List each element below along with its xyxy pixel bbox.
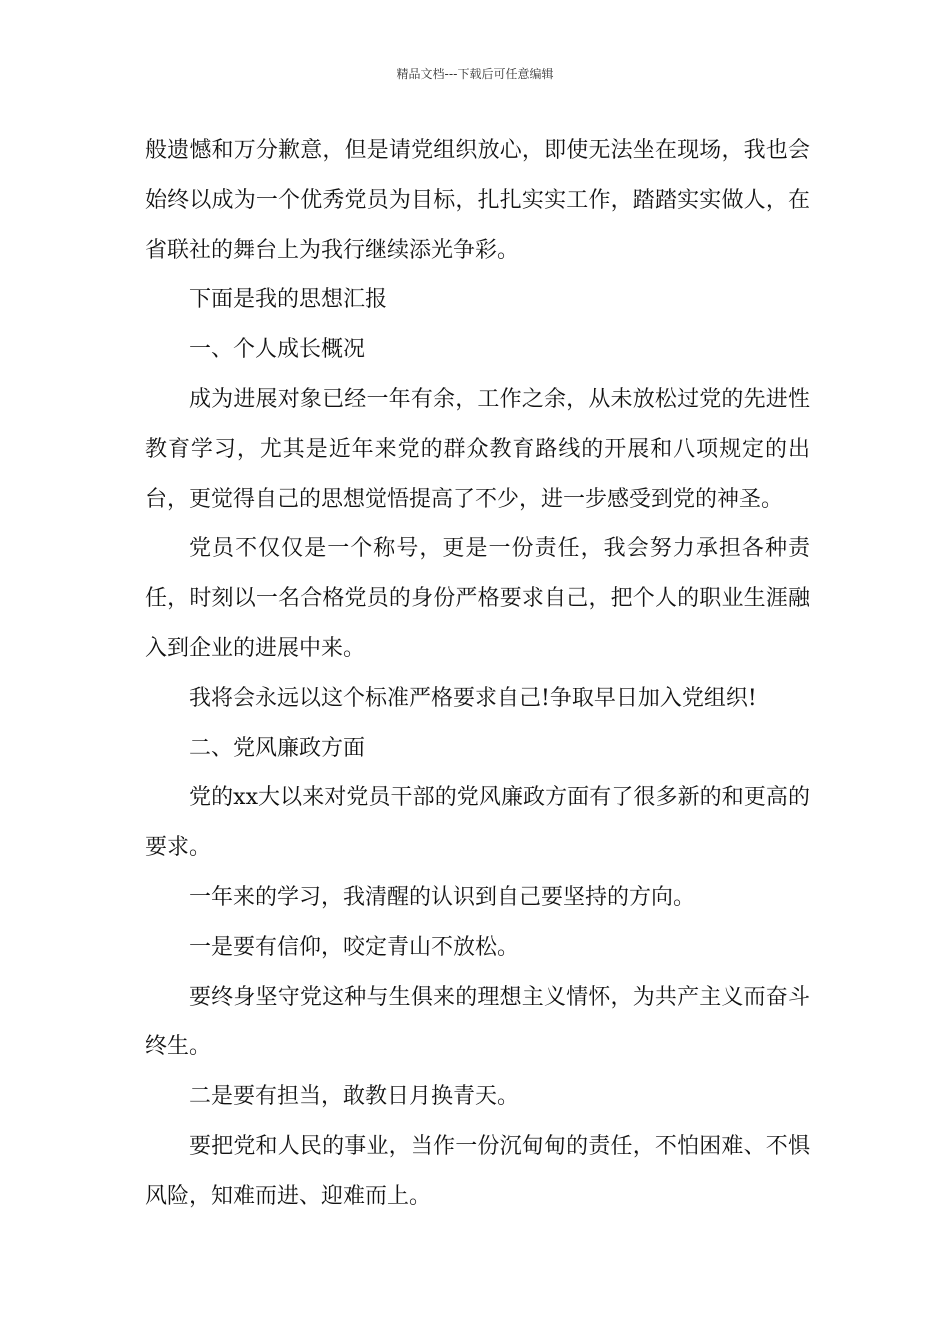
paragraph: 要终身坚守党这种与生俱来的理想主义情怀，为共产主义而奋斗终生。	[145, 984, 810, 1060]
paragraph: 成为进展对象已经一年有余，工作之余，从未放松过党的先进性教育学习，尤其是近年来党的群众教育路线的开展和八项规定的出台，更觉得自己的思想觉悟提高了不少，进一步感受到党的神圣。	[145, 386, 810, 512]
paragraph: 二是要有担当，敢教日月换青天。	[189, 1084, 520, 1110]
paragraph: 我将会永远以这个标准严格要求自己!争取早日加入党组织!	[189, 685, 757, 711]
section-heading-2: 二、党风廉政方面	[189, 735, 366, 761]
section-heading-1: 一、个人成长概况	[189, 337, 366, 363]
paragraph: 党员不仅仅是一个称号，更是一份责任，我会努力承担各种责任，时刻以一名合格党员的身份严格要求自己，把个人的职业生涯融入到企业的进展中来。	[145, 536, 810, 661]
paragraph: 一年来的学习，我清醒的认识到自己要坚持的方向。	[189, 884, 696, 910]
paragraph: 一是要有信仰，咬定青山不放松。	[189, 934, 520, 960]
paragraph: 要把党和人民的事业，当作一份沉甸甸的责任，不怕困难、不惧风险，知难而进、迎难而上。	[145, 1133, 810, 1209]
document-body	[145, 126, 810, 1222]
paragraph: 党的xx大以来对党员干部的党风廉政方面有了很多新的和更高的要求。	[145, 785, 810, 861]
paragraph-intro: 下面是我的思想汇报	[189, 287, 388, 313]
paragraph-continuation: 般遗憾和万分歉意，但是请党组织放心，即使无法坐在现场，我也会始终以成为一个优秀党员为目标，扎扎实实工作，踏踏实实做人，在省联社的舞台上为我行继续添光争彩。	[145, 138, 810, 263]
page-header: 精品文档---下载后可任意编辑	[396, 67, 554, 81]
